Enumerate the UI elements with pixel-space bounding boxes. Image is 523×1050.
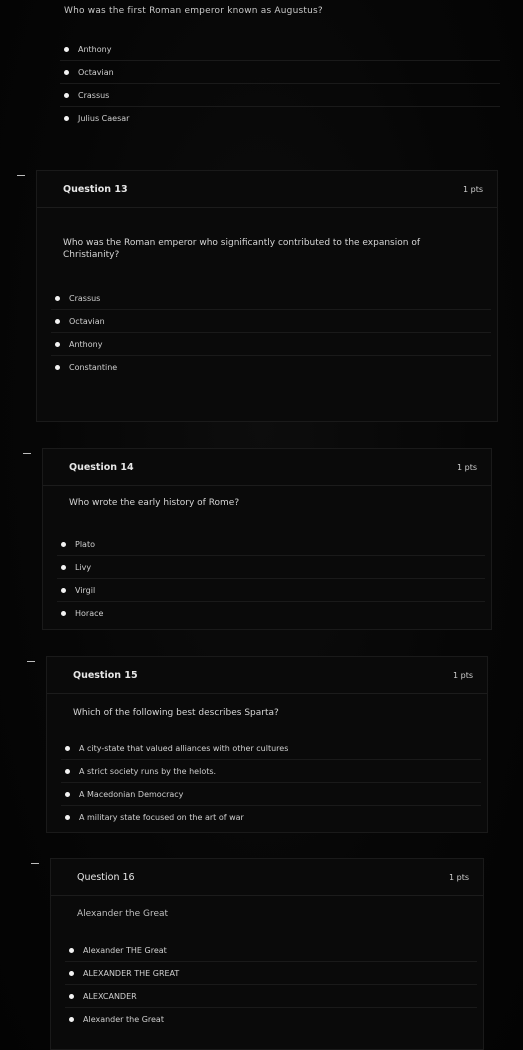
question-12-answers xyxy=(60,38,500,129)
radio-button-icon[interactable] xyxy=(69,994,74,999)
radio-button-icon[interactable] xyxy=(61,588,66,593)
radio-button-icon[interactable] xyxy=(65,815,70,820)
question-13-header xyxy=(37,171,497,208)
question-12-prompt: Who was the first Roman emperor known as Augustus? xyxy=(64,6,323,16)
radio-button-icon[interactable] xyxy=(61,611,66,616)
question-13-answers xyxy=(51,287,491,378)
question-15-answers xyxy=(61,737,481,828)
question-14-answers xyxy=(57,533,485,624)
answer-option[interactable]: A city-state that valued alliances with other cultures xyxy=(61,737,481,759)
question-15-card xyxy=(46,656,488,833)
question-12-partial xyxy=(30,0,500,140)
answer-option[interactable]: Livy xyxy=(57,555,485,578)
radio-button-icon[interactable] xyxy=(55,342,60,347)
answer-option[interactable]: A Macedonian Democracy xyxy=(61,782,481,805)
question-title: Question 16 xyxy=(77,872,135,883)
radio-button-icon[interactable] xyxy=(64,116,69,121)
flag-question-icon[interactable] xyxy=(23,453,31,454)
question-points: 1 pts xyxy=(448,873,469,882)
radio-button-icon[interactable] xyxy=(55,365,60,370)
question-13-card xyxy=(36,170,498,422)
answer-option[interactable]: Plato xyxy=(57,533,485,555)
question-points: 1 pts xyxy=(456,463,477,472)
answer-option[interactable]: Octavian xyxy=(51,309,491,332)
flag-question-icon[interactable] xyxy=(17,175,25,176)
radio-button-icon[interactable] xyxy=(61,542,66,547)
radio-button-icon[interactable] xyxy=(55,296,60,301)
flag-question-icon[interactable] xyxy=(31,863,39,864)
radio-button-icon[interactable] xyxy=(64,93,69,98)
answer-option[interactable]: Julius Caesar xyxy=(60,106,500,129)
radio-button-icon[interactable] xyxy=(61,565,66,570)
answer-option[interactable]: ALEXCANDER xyxy=(65,984,477,1007)
question-15-header xyxy=(47,657,487,694)
answer-option[interactable]: Alexander the Great xyxy=(65,1007,477,1030)
question-16-card xyxy=(50,858,484,1050)
question-16-answers xyxy=(65,939,477,1030)
answer-option[interactable]: Alexander THE Great xyxy=(65,939,477,961)
radio-button-icon[interactable] xyxy=(69,971,74,976)
question-points: 1 pts xyxy=(462,185,483,194)
answer-option[interactable]: Octavian xyxy=(60,60,500,83)
question-14-card xyxy=(42,448,492,630)
radio-button-icon[interactable] xyxy=(69,1017,74,1022)
answer-option[interactable]: Crassus xyxy=(51,287,491,309)
radio-button-icon[interactable] xyxy=(65,746,70,751)
radio-button-icon[interactable] xyxy=(65,769,70,774)
flag-question-icon[interactable] xyxy=(27,661,35,662)
answer-option[interactable]: Anthony xyxy=(60,38,500,60)
answer-option[interactable]: Anthony xyxy=(51,332,491,355)
radio-button-icon[interactable] xyxy=(55,319,60,324)
radio-button-icon[interactable] xyxy=(64,47,69,52)
answer-option[interactable]: Horace xyxy=(57,601,485,624)
answer-option[interactable]: ALEXANDER THE GREAT xyxy=(65,961,477,984)
question-points: 1 pts xyxy=(452,671,473,680)
answer-option[interactable]: Virgil xyxy=(57,578,485,601)
question-title: Question 14 xyxy=(69,462,134,473)
answer-option[interactable]: Crassus xyxy=(60,83,500,106)
question-14-prompt: Who wrote the early history of Rome? xyxy=(69,498,240,508)
radio-button-icon[interactable] xyxy=(69,948,74,953)
answer-option[interactable]: A military state focused on the art of war xyxy=(61,805,481,828)
radio-button-icon[interactable] xyxy=(64,70,69,75)
answer-option[interactable]: A strict society runs by the helots. xyxy=(61,759,481,782)
question-title: Question 15 xyxy=(73,670,138,681)
question-14-header xyxy=(43,449,491,486)
question-16-prompt: Alexander the Great xyxy=(77,909,169,919)
answer-option[interactable]: Constantine xyxy=(51,355,491,378)
question-13-prompt: Who was the Roman emperor who significantly contributed to the expansion of Christianity? xyxy=(63,238,420,260)
question-title: Question 13 xyxy=(63,184,128,195)
question-16-header xyxy=(51,859,483,896)
question-15-prompt: Which of the following best describes Sparta? xyxy=(73,708,279,718)
radio-button-icon[interactable] xyxy=(65,792,70,797)
